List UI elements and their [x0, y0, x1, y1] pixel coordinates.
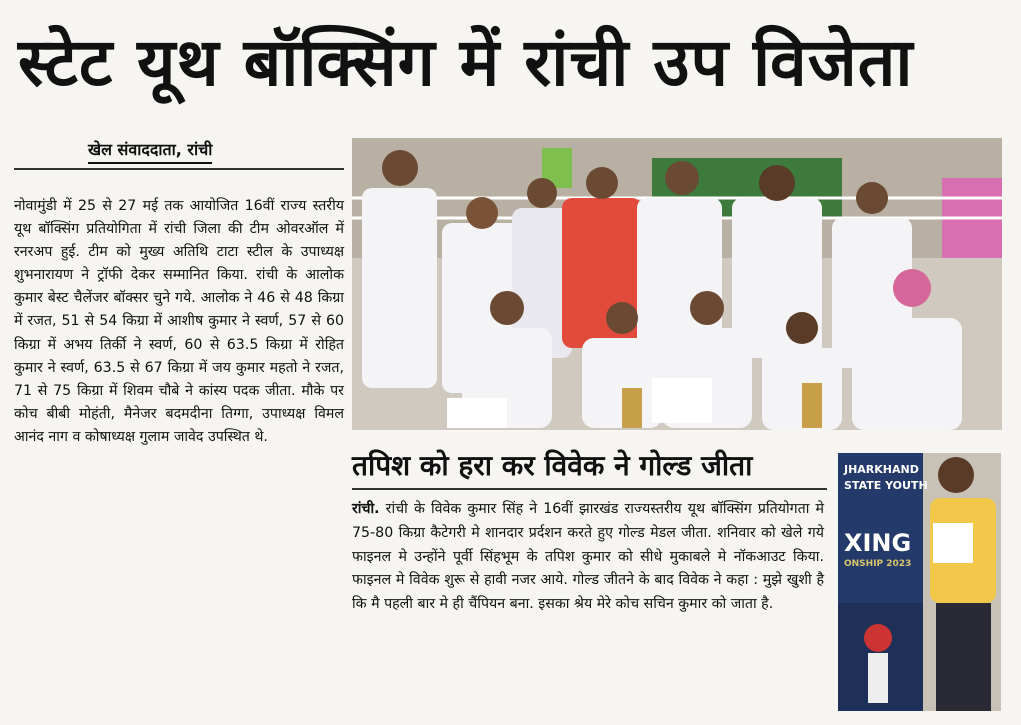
banner-line-1: JHARKHAND — [844, 463, 919, 476]
sub-article-dateline: रांची. — [352, 501, 380, 517]
sub-headline-rule — [352, 488, 827, 490]
headline: स्टेट यूथ बॉक्सिंग में रांची उप विजेता — [18, 24, 914, 101]
byline-rule — [14, 168, 344, 170]
boxer-photo — [838, 453, 1001, 711]
sub-article-body — [352, 498, 824, 617]
banner-line-2: STATE YOUTH — [844, 479, 928, 492]
banner-line-3: XING — [844, 529, 912, 557]
banner-line-4: ONSHIP 2023 — [844, 559, 912, 569]
sub-headline: तपिश को हरा कर विवेक ने गोल्ड जीता — [352, 449, 753, 482]
byline: खेल संवाददाता, रांची — [88, 138, 212, 164]
article-body: नोवामुंडी में 25 से 27 मई तक आयोजित 16वीं राज्य स्तरीय यूथ बॉक्सिंग प्रतियोगिता में रांची जिला की टीम ओवरऑल में रनरअप हुई. टीम को मुख्य अतिथि टाटा स्टील के उपाध्यक्ष शुभनारायण ने ट्रॉफी देकर सम्मानित किया. रांची के आलोक कुमार बेस्ट चैलेंजर बॉक्सर चुने गये. आलोक ने 46 से 48 किग्रा में रजत, 51 से 54 किग्रा में आशीष कुमार ने स्वर्ण, 57 से 60 किग्रा में अभय तिर्की ने स्वर्ण, 60 से 63.5 किग्रा में रोहित कुमार ने स्वर्ण, 63.5 से 67 किग्रा में जय कुमार महतो ने रजत, 71 से 75 किग्रा में शिवम चौबे ने कांस्य पदक जीता. मौके पर कोच बीबी मोहंती, मैनेजर बदमदीना तिग्गा, उपाध्यक्ष विमल आनंद नाग व कोषाध्यक्ष गुलाम जावेद उपस्थित थे. — [14, 198, 344, 445]
team-photo — [352, 138, 1002, 430]
team-photo-illustration — [352, 138, 1002, 430]
sub-article-text: रांची के विवेक कुमार सिंह ने 16वीं झारखंड राज्यस्तरीय यूथ बॉक्सिंग प्रतियोगता मे 75-80 किग्रा कैटेगरी मे शानदार प्रर्दशन करते हुए गोल्ड मेडल जीता. शनिवार को खेले गये फाइनल मे उन्होंने पूर्वी सिंहभूम के तपिश कुमार को सीधे मुकाबले मे नॉकआउट किया. फाइनल मे विवेक शुरू से हावी नजर आये. गोल्ड जीतने के बाद विवेक ने कहा : मुझे खुशी है कि मै पहली बार मे ही चैंपियन बना. इसका श्रेय मेरे कोच सचिन कुमार को जाता है. — [352, 501, 824, 613]
